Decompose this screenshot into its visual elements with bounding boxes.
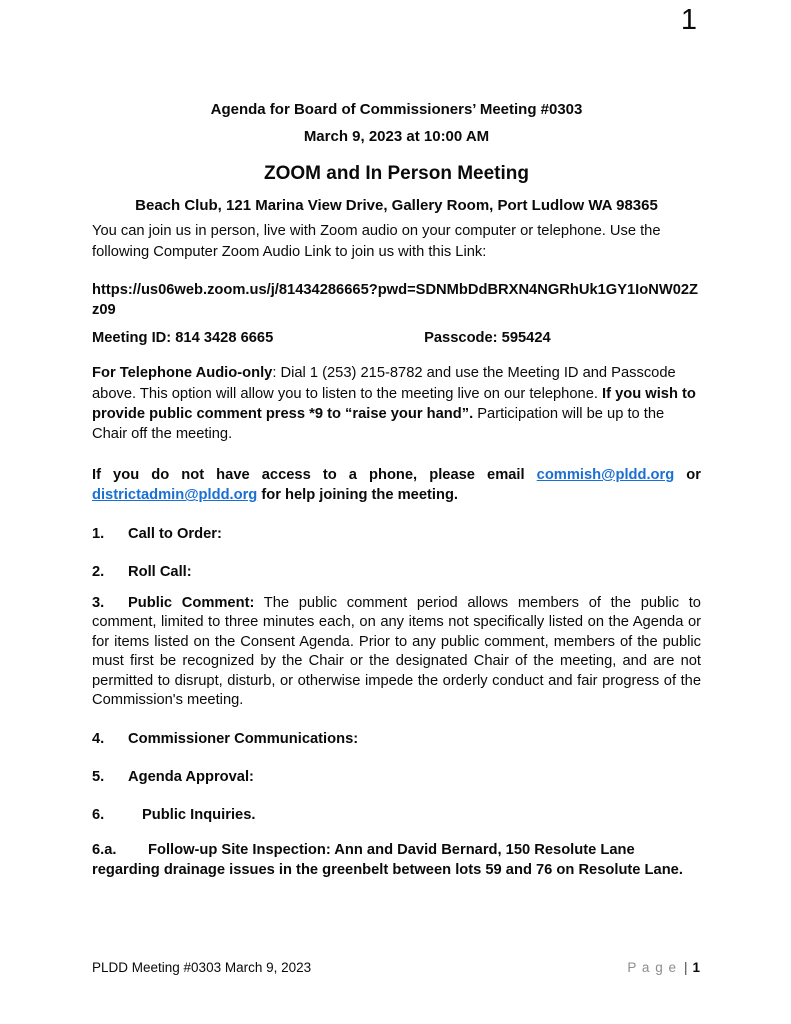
item-label: Public Comment: [128,594,255,611]
item-number: 1. [92,525,105,542]
email-text-2: or [674,466,701,483]
telephone-body-1: : Dial 1 (253) 215-8782 and use the Meeting ID and Passcode above. This option will allow you to listen to the meeting live on our telephone. [92,365,676,402]
page-corner-number: 1 [680,4,697,36]
email-text-3: for help joining the meeting. [257,487,459,504]
footer-page-separator: | [683,960,688,975]
meeting-type-heading: ZOOM and In Person Meeting [264,162,529,184]
telephone-raise-hand-note: If you wish to provide public comment press *9 to “raise your hand”. [92,385,696,423]
item-number: 5. [92,768,105,785]
public-comment-text: The public comment period allows members of the public to comment, limited to three minutes each, on any items not specifically listed on the Agenda or for items listed on the Consent Agenda. Prior to any public comment, members of the public must first be recognized by the Chair or the designated Chair of the meeting, and are not permitted to disrupt, disturb, or otherwise impede the orderly conduct and fair progress of the Commission's meeting. [92,594,701,708]
footer-page-word: P a g e [627,960,677,975]
meeting-id: Meeting ID: 814 3428 6665 [92,329,274,346]
email-help-paragraph [92,465,701,506]
item-number: 4. [92,730,105,747]
agenda-item-call-to-order [92,524,701,544]
email-text-1: If you do not have access to a phone, please email [92,466,537,483]
item-label: Agenda Approval: [128,768,254,785]
agenda-item-commissioner-communications [92,729,701,749]
join-instructions: You can join us in person, live with Zoom audio on your computer or telephone. Use the following Computer Zoom Audio Link to join us with this Link: [92,223,661,260]
meeting-credentials-row [92,328,701,348]
meeting-location: Beach Club, 121 Marina View Drive, Gallery Room, Port Ludlow WA 98365 [135,196,658,214]
item-number: 6. [92,807,105,824]
doc-title: Agenda for Board of Commissioners’ Meeting #0303 [210,101,583,118]
item-number: 2. [92,564,105,581]
followup-text: Follow-up Site Inspection: Ann and David Bernard, 150 Resolute Lane regarding drainage issues in the greenbelt between lots 59 and 76 on Resolute Lane. [92,841,683,879]
telephone-body-2: Participation will be up to the Chair off the meeting. [92,406,665,443]
agenda-item-agenda-approval [92,767,701,787]
agenda-item-followup-site-inspection [92,840,701,881]
item-label: Call to Order: [128,525,222,542]
item-number: 6.a. [92,841,117,858]
agenda-item-public-inquiries [92,805,701,825]
agenda-item-roll-call [92,562,701,582]
footer-page-indicator [627,958,700,978]
telephone-lead: For Telephone Audio-only [92,365,273,382]
item-number: 3. [92,594,105,611]
doc-datetime: March 9, 2023 at 10:00 AM [303,128,490,146]
commish-email-link[interactable]: commish@pldd.org [536,466,675,483]
agenda-item-public-comment [92,594,701,711]
document-content [92,0,701,881]
footer-page-number: 1 [692,960,700,975]
zoom-join-link: https://us06web.zoom.us/j/81434286665?pwd=SDNMbDdBRXN4NGRhUk1GY1IoNW02Zz09 [92,282,699,319]
item-label: Commissioner Communications: [128,730,359,747]
item-label: Public Inquiries. [142,807,256,824]
districtadmin-email-link[interactable]: districtadmin@pldd.org [92,487,258,504]
footer-meeting-label: PLDD Meeting #0303 March 9, 2023 [92,960,312,975]
telephone-instructions [92,363,701,445]
passcode: Passcode: 595424 [424,329,551,346]
page-footer [92,958,700,978]
item-label: Roll Call: [128,564,192,581]
